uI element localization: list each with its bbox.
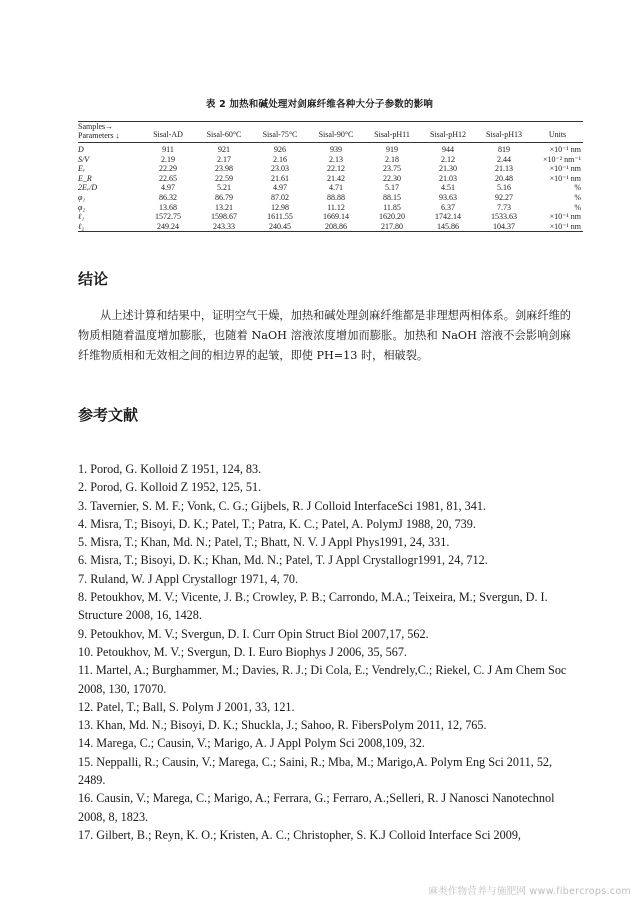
table-cell: 11.85 (383, 202, 401, 212)
table-row (78, 183, 583, 193)
reference-item: 4. Misra, T.; Bisoyi, D. K.; Patel, T.; Patra, K. C.; Patel, A. PolymJ 1988, 20, 739. (78, 516, 476, 531)
row-unit: % (574, 183, 581, 193)
table-cell: 1598.67 (211, 212, 237, 222)
reference-item: 6. Misra, T.; Bisoyi, D. K.; Khan, Md. N.; Patel, T. J Appl Crystallogr1991, 24, 712. (78, 553, 488, 568)
table-cell: 21.13 (495, 164, 513, 174)
table-cell: 12.98 (271, 202, 289, 212)
table-cell: 4.51 (441, 183, 455, 193)
column-header: Sisal-60°C (206, 130, 242, 140)
table-cell: 4.97 (273, 183, 287, 193)
table-cell: 2.17 (217, 154, 231, 164)
table-cell: 2.16 (273, 154, 287, 164)
table-cell: 921 (218, 145, 230, 154)
reference-item: 3. Tavernier, S. M. F.; Vonk, C. G.; Gijbels, R. J Colloid InterfaceSci 1981, 81, 341. (78, 498, 486, 513)
table-corner-header (78, 122, 140, 143)
table-cell: 23.75 (383, 164, 401, 174)
table-cell: 5.21 (217, 183, 231, 193)
column-header: Sisal-pH11 (374, 130, 410, 140)
table-cell: 1611.55 (267, 212, 293, 222)
table-cell: 6.37 (441, 202, 455, 212)
reference-item: 17. Gilbert, B.; Reyn, K. O.; Kristen, A. C.; Christopher, S. K.J Colloid Interface Sci 2009, (78, 827, 521, 842)
table-cell: 2.19 (161, 154, 175, 164)
parameter-table (78, 121, 583, 232)
row-parameter-label: Eᵥ (78, 164, 86, 174)
column-header: Sisal-pH12 (430, 130, 466, 140)
row-unit: ×10⁻¹ nm (549, 173, 581, 183)
table-cell: 7.73 (497, 202, 511, 212)
table-cell: 1669.14 (323, 212, 349, 222)
table-header-row (78, 122, 583, 143)
references-heading: 参考文献 (78, 406, 139, 424)
row-parameter-label: D (78, 145, 84, 154)
table-cell: 1533.63 (491, 212, 517, 222)
table-row (78, 222, 583, 232)
column-header: Sisal-90°C (318, 130, 354, 140)
reference-item: 5. Misra, T.; Khan, Md. N.; Patel, T.; Bhatt, N. V. J Appl Phys1991, 24, 331. (78, 535, 450, 550)
row-parameter-label: φ₂ (78, 202, 86, 212)
table-caption: 表 2 加热和碱处理对剑麻纤维各种大分子参数的影响 (205, 99, 434, 110)
row-parameter-label: ℓ₂ (78, 221, 85, 231)
conclusion-heading: 结论 (78, 270, 109, 288)
table-row (78, 193, 583, 203)
reference-item: 1. Porod, G. Kolloid Z 1951, 124, 83. (78, 462, 262, 476)
table-cell: 249.24 (157, 221, 179, 231)
row-parameter-label: 2Eᵥ/D (78, 183, 98, 193)
table-cell: 86.79 (215, 192, 233, 202)
table-cell: 5.17 (385, 183, 399, 193)
parameter-table-container (78, 121, 583, 232)
table-cell: 2.44 (497, 154, 511, 164)
table-cell: 1620.20 (379, 212, 405, 222)
reference-item: 16. Causin, V.; Marega, C.; Marigo, A.; Ferrara, G.; Ferraro, A.;Selleri, R. J Nanosci Nanotechnol 2008, 8, 1823. (78, 791, 555, 824)
table-cell: 1742.14 (435, 212, 461, 222)
table-cell: 23.03 (271, 164, 289, 174)
table-cell: 208.86 (325, 221, 347, 231)
table-cell: 2.13 (329, 154, 343, 164)
conclusion-paragraph: 从上述计算和结果中，证明空气干燥，加热和碱处理剑麻纤维都是非理想两相体系。剑麻纤维的物质相随着温度增加膨胀，也随着 NaOH 溶液浓度增加而膨胀。加热和 NaOH 溶液不会影响剑麻纤维物质相和无效相之间的相边界的起皱，即使 PH=13 时，相破裂。 (78, 309, 571, 362)
table-cell: 13.68 (159, 202, 177, 212)
table-row (78, 212, 583, 222)
table-cell: 11.12 (327, 202, 345, 212)
table-cell: 243.33 (213, 221, 235, 231)
table-cell: 926 (274, 145, 286, 154)
table-cell: 2.12 (441, 154, 455, 164)
column-header: Sisal-AD (153, 130, 183, 140)
table-cell: 911 (162, 145, 174, 154)
table-cell: 87.02 (271, 192, 289, 202)
reference-item: 12. Patel, T.; Ball, S. Polym J 2001, 33, 121. (78, 699, 295, 714)
reference-item: 9. Petoukhov, M. V.; Svergun, D. I. Curr Opin Struct Biol 2007,17, 562. (78, 626, 429, 641)
table-cell: 20.48 (495, 173, 513, 183)
table-cell: 21.42 (327, 173, 345, 183)
column-header: Sisal-75°C (262, 130, 298, 140)
row-unit: % (574, 202, 581, 212)
table-cell: 145.86 (437, 221, 459, 231)
table-cell: 88.88 (327, 192, 345, 202)
reference-item: 10. Petoukhov, M. V.; Svergun, D. I. Euro Biophys J 2006, 35, 567. (78, 644, 407, 659)
row-unit: % (574, 192, 581, 202)
table-row (78, 174, 583, 184)
table-cell: 13.21 (215, 202, 233, 212)
table-cell: 21.61 (271, 173, 289, 183)
table-cell: 22.29 (159, 164, 177, 174)
table-cell: 92.27 (495, 192, 513, 202)
table-cell: 93.63 (439, 192, 457, 202)
table-cell: 4.97 (161, 183, 175, 193)
row-parameter-label: φ₁ (78, 192, 86, 202)
table-row (78, 164, 583, 174)
table-row (78, 203, 583, 213)
site-watermark: 麻类作物营养与施肥网 www.fibercrops.com (428, 886, 631, 897)
row-unit: ×10⁻¹ nm (549, 212, 581, 222)
table-cell: 88.15 (383, 192, 401, 202)
table-cell: 22.12 (327, 164, 345, 174)
table-cell: 21.30 (439, 164, 457, 174)
table-cell: 919 (386, 145, 398, 154)
reference-item: 11. Martel, A.; Burghammer, M.; Davies, R. J.; Di Cola, E.; Vendrely,C.; Riekel, C. J Am Chem Soc 2008, 130, 17070. (78, 663, 567, 696)
reference-item: 8. Petoukhov, M. V.; Vicente, J. B.; Crowley, P. B.; Carrondo, M.A.; Teixeira, M.; Svergun, D. I. Structure 2008, 16, 1428. (78, 590, 548, 623)
reference-item: 13. Khan, Md. N.; Bisoyi, D. K.; Shuckla, J.; Sahoo, R. FibersPolym 2011, 12, 765. (78, 718, 487, 733)
table-cell: 240.45 (269, 221, 291, 231)
row-parameter-label: S/V (78, 154, 90, 164)
column-header: Sisal-pH13 (486, 130, 522, 140)
table-cell: 939 (330, 145, 342, 154)
table-cell: 2.18 (385, 154, 399, 164)
table-row (78, 143, 583, 155)
row-unit: ×10⁻² nm⁻¹ (543, 154, 581, 164)
header-samples-label: Samples→ (78, 122, 114, 131)
row-unit: ×10⁻¹ nm (549, 164, 581, 174)
table-cell: 1572.75 (155, 212, 181, 222)
row-parameter-label: E_R (78, 173, 92, 183)
table-body (78, 143, 583, 232)
table-cell: 22.59 (215, 173, 233, 183)
table-cell: 217.80 (381, 221, 403, 231)
reference-item: 7. Ruland, W. J Appl Crystallogr 1971, 4, 70. (78, 571, 299, 586)
table-cell: 23.98 (215, 164, 233, 174)
table-cell: 22.65 (159, 173, 177, 183)
table-cell: 5.16 (497, 183, 511, 193)
header-parameters-label: Parameters ↓ (78, 131, 120, 140)
table-cell: 22.30 (383, 173, 401, 183)
reference-list (78, 460, 568, 844)
reference-item: 15. Neppalli, R.; Causin, V.; Marega, C.; Saini, R.; Mba, M.; Marigo,A. Polym Eng Sci 2011, 52, 2489. (78, 754, 553, 788)
table-cell: 86.32 (159, 192, 177, 202)
table-cell: 21.03 (439, 173, 457, 183)
row-parameter-label: ℓ₁ (78, 212, 85, 222)
table-row (78, 155, 583, 165)
table-cell: 819 (498, 145, 510, 154)
row-unit: ×10⁻¹ nm (549, 145, 581, 154)
row-unit: ×10⁻¹ nm (549, 221, 581, 231)
table-cell: 944 (442, 145, 454, 154)
reference-item: 14. Marega, C.; Causin, V.; Marigo, A. J Appl Polym Sci 2008,109, 32. (78, 736, 425, 751)
reference-item: 2. Porod, G. Kolloid Z 1952, 125, 51. (78, 480, 262, 495)
column-header: Units (548, 130, 567, 140)
table-cell: 104.37 (493, 221, 515, 231)
table-cell: 4.71 (329, 183, 343, 193)
